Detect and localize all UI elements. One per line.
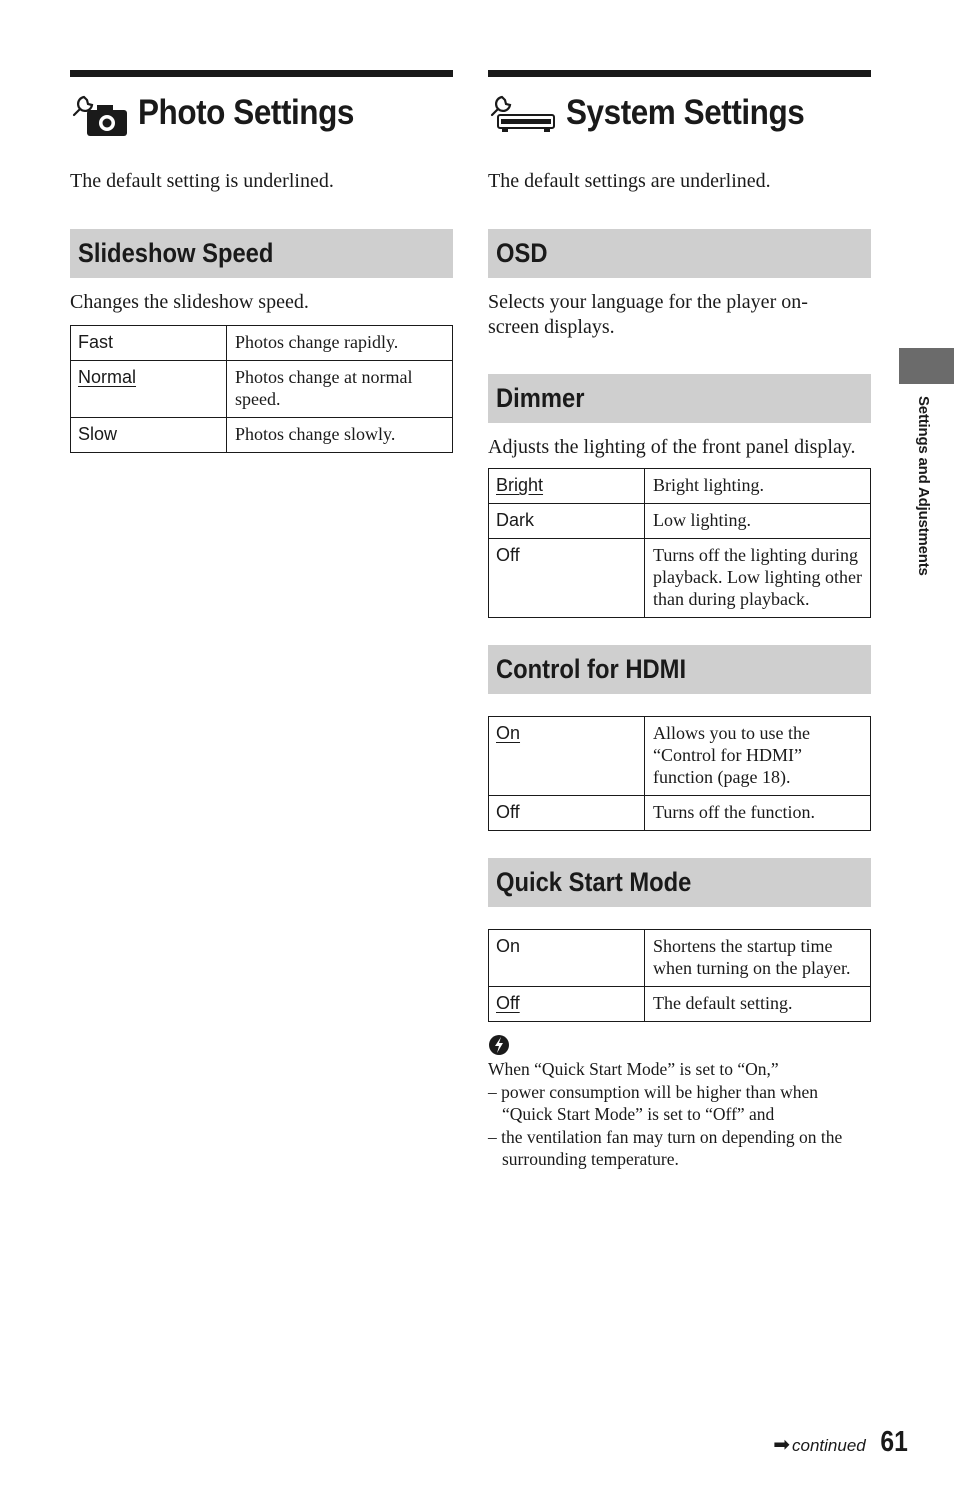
- hdmi-options-table: [488, 716, 871, 831]
- continued-label: continued: [792, 1436, 866, 1455]
- table-row: [71, 361, 453, 418]
- continued-arrow-icon: ➡: [773, 1432, 790, 1456]
- option-description-cell: Turns off the lighting during playback. Low lighting other than during playback.: [645, 539, 871, 618]
- option-name-cell: [489, 717, 645, 796]
- dimmer-options-table: [488, 468, 871, 618]
- page-footer: [773, 1426, 910, 1459]
- chapter-heading: [70, 85, 453, 141]
- table-row: [489, 930, 871, 987]
- intro-text: The default setting is underlined.: [70, 170, 334, 192]
- option-description-cell: The default setting.: [645, 987, 871, 1022]
- table-row: [489, 504, 871, 539]
- table-row: [489, 717, 871, 796]
- option-description-cell: Shortens the startup time when turning on the player.: [645, 930, 871, 987]
- option-label: On: [496, 936, 521, 956]
- section-heading-osd: OSD: [488, 229, 871, 278]
- option-name-cell: [489, 469, 645, 504]
- option-label: Fast: [78, 332, 114, 352]
- default-option-label: Bright: [496, 475, 544, 495]
- system-settings-column: [488, 70, 871, 1171]
- table-row: [489, 987, 871, 1022]
- option-label: Slow: [78, 424, 118, 444]
- section-description: Adjusts the lighting of the front panel display.: [488, 436, 856, 458]
- intro-text: The default settings are underlined.: [488, 170, 771, 192]
- chapter-rule: [488, 70, 871, 77]
- option-name-cell: [71, 418, 227, 453]
- option-label: Off: [496, 802, 520, 822]
- section-heading-slideshow-speed: Slideshow Speed: [70, 229, 453, 278]
- photo-settings-icon: [70, 89, 132, 137]
- table-row: [71, 326, 453, 361]
- table-row: [489, 469, 871, 504]
- page-title: System Settings: [566, 93, 805, 132]
- note-lead: When “Quick Start Mode” is set to “On,”: [488, 1059, 779, 1079]
- note-item: – the ventilation fan may turn on depending on the surrounding temperature.: [488, 1126, 843, 1169]
- option-description-cell: Photos change slowly.: [227, 418, 453, 453]
- table-row: [71, 418, 453, 453]
- chapter-tab-marker: [899, 348, 954, 384]
- default-option-label: Normal: [78, 367, 137, 387]
- system-settings-icon: [488, 89, 558, 137]
- photo-settings-column: [70, 70, 453, 453]
- chapter-rule: [70, 70, 453, 77]
- option-name-cell: [71, 361, 227, 418]
- section-heading-dimmer: Dimmer: [488, 374, 871, 423]
- section-heading-control-for-hdmi: Control for HDMI: [488, 645, 871, 694]
- option-name-cell: [71, 326, 227, 361]
- default-option-label: Off: [496, 993, 520, 1013]
- note-item: – power consumption will be higher than when “Quick Start Mode” is set to “Off” and: [488, 1081, 819, 1124]
- hint-note: [488, 1058, 871, 1171]
- section-description: Changes the slideshow speed.: [70, 291, 309, 313]
- table-row: [489, 539, 871, 618]
- page-number: 61: [880, 1426, 908, 1458]
- option-label: Off: [496, 545, 520, 565]
- option-name-cell: [489, 987, 645, 1022]
- option-label: Dark: [496, 510, 535, 530]
- slideshow-options-table: [70, 325, 453, 453]
- option-description-cell: Low lighting.: [645, 504, 871, 539]
- option-description-cell: Allows you to use the “Control for HDMI” function (page 18).: [645, 717, 871, 796]
- option-name-cell: [489, 504, 645, 539]
- section-description: Selects your language for the player on-screen displays.: [488, 291, 808, 338]
- page-title: Photo Settings: [138, 93, 354, 132]
- hint-icon: [488, 1034, 510, 1056]
- option-name-cell: [489, 539, 645, 618]
- table-row: [489, 796, 871, 831]
- option-description-cell: Photos change rapidly.: [227, 326, 453, 361]
- option-name-cell: [489, 796, 645, 831]
- option-name-cell: [489, 930, 645, 987]
- default-option-label: On: [496, 723, 521, 743]
- quick-start-options-table: [488, 929, 871, 1022]
- chapter-heading: [488, 85, 871, 141]
- option-description-cell: Bright lighting.: [645, 469, 871, 504]
- section-heading-quick-start-mode: Quick Start Mode: [488, 858, 871, 907]
- option-description-cell: Turns off the function.: [645, 796, 871, 831]
- chapter-tab-label: Settings and Adjustments: [915, 396, 932, 576]
- option-description-cell: Photos change at normal speed.: [227, 361, 453, 418]
